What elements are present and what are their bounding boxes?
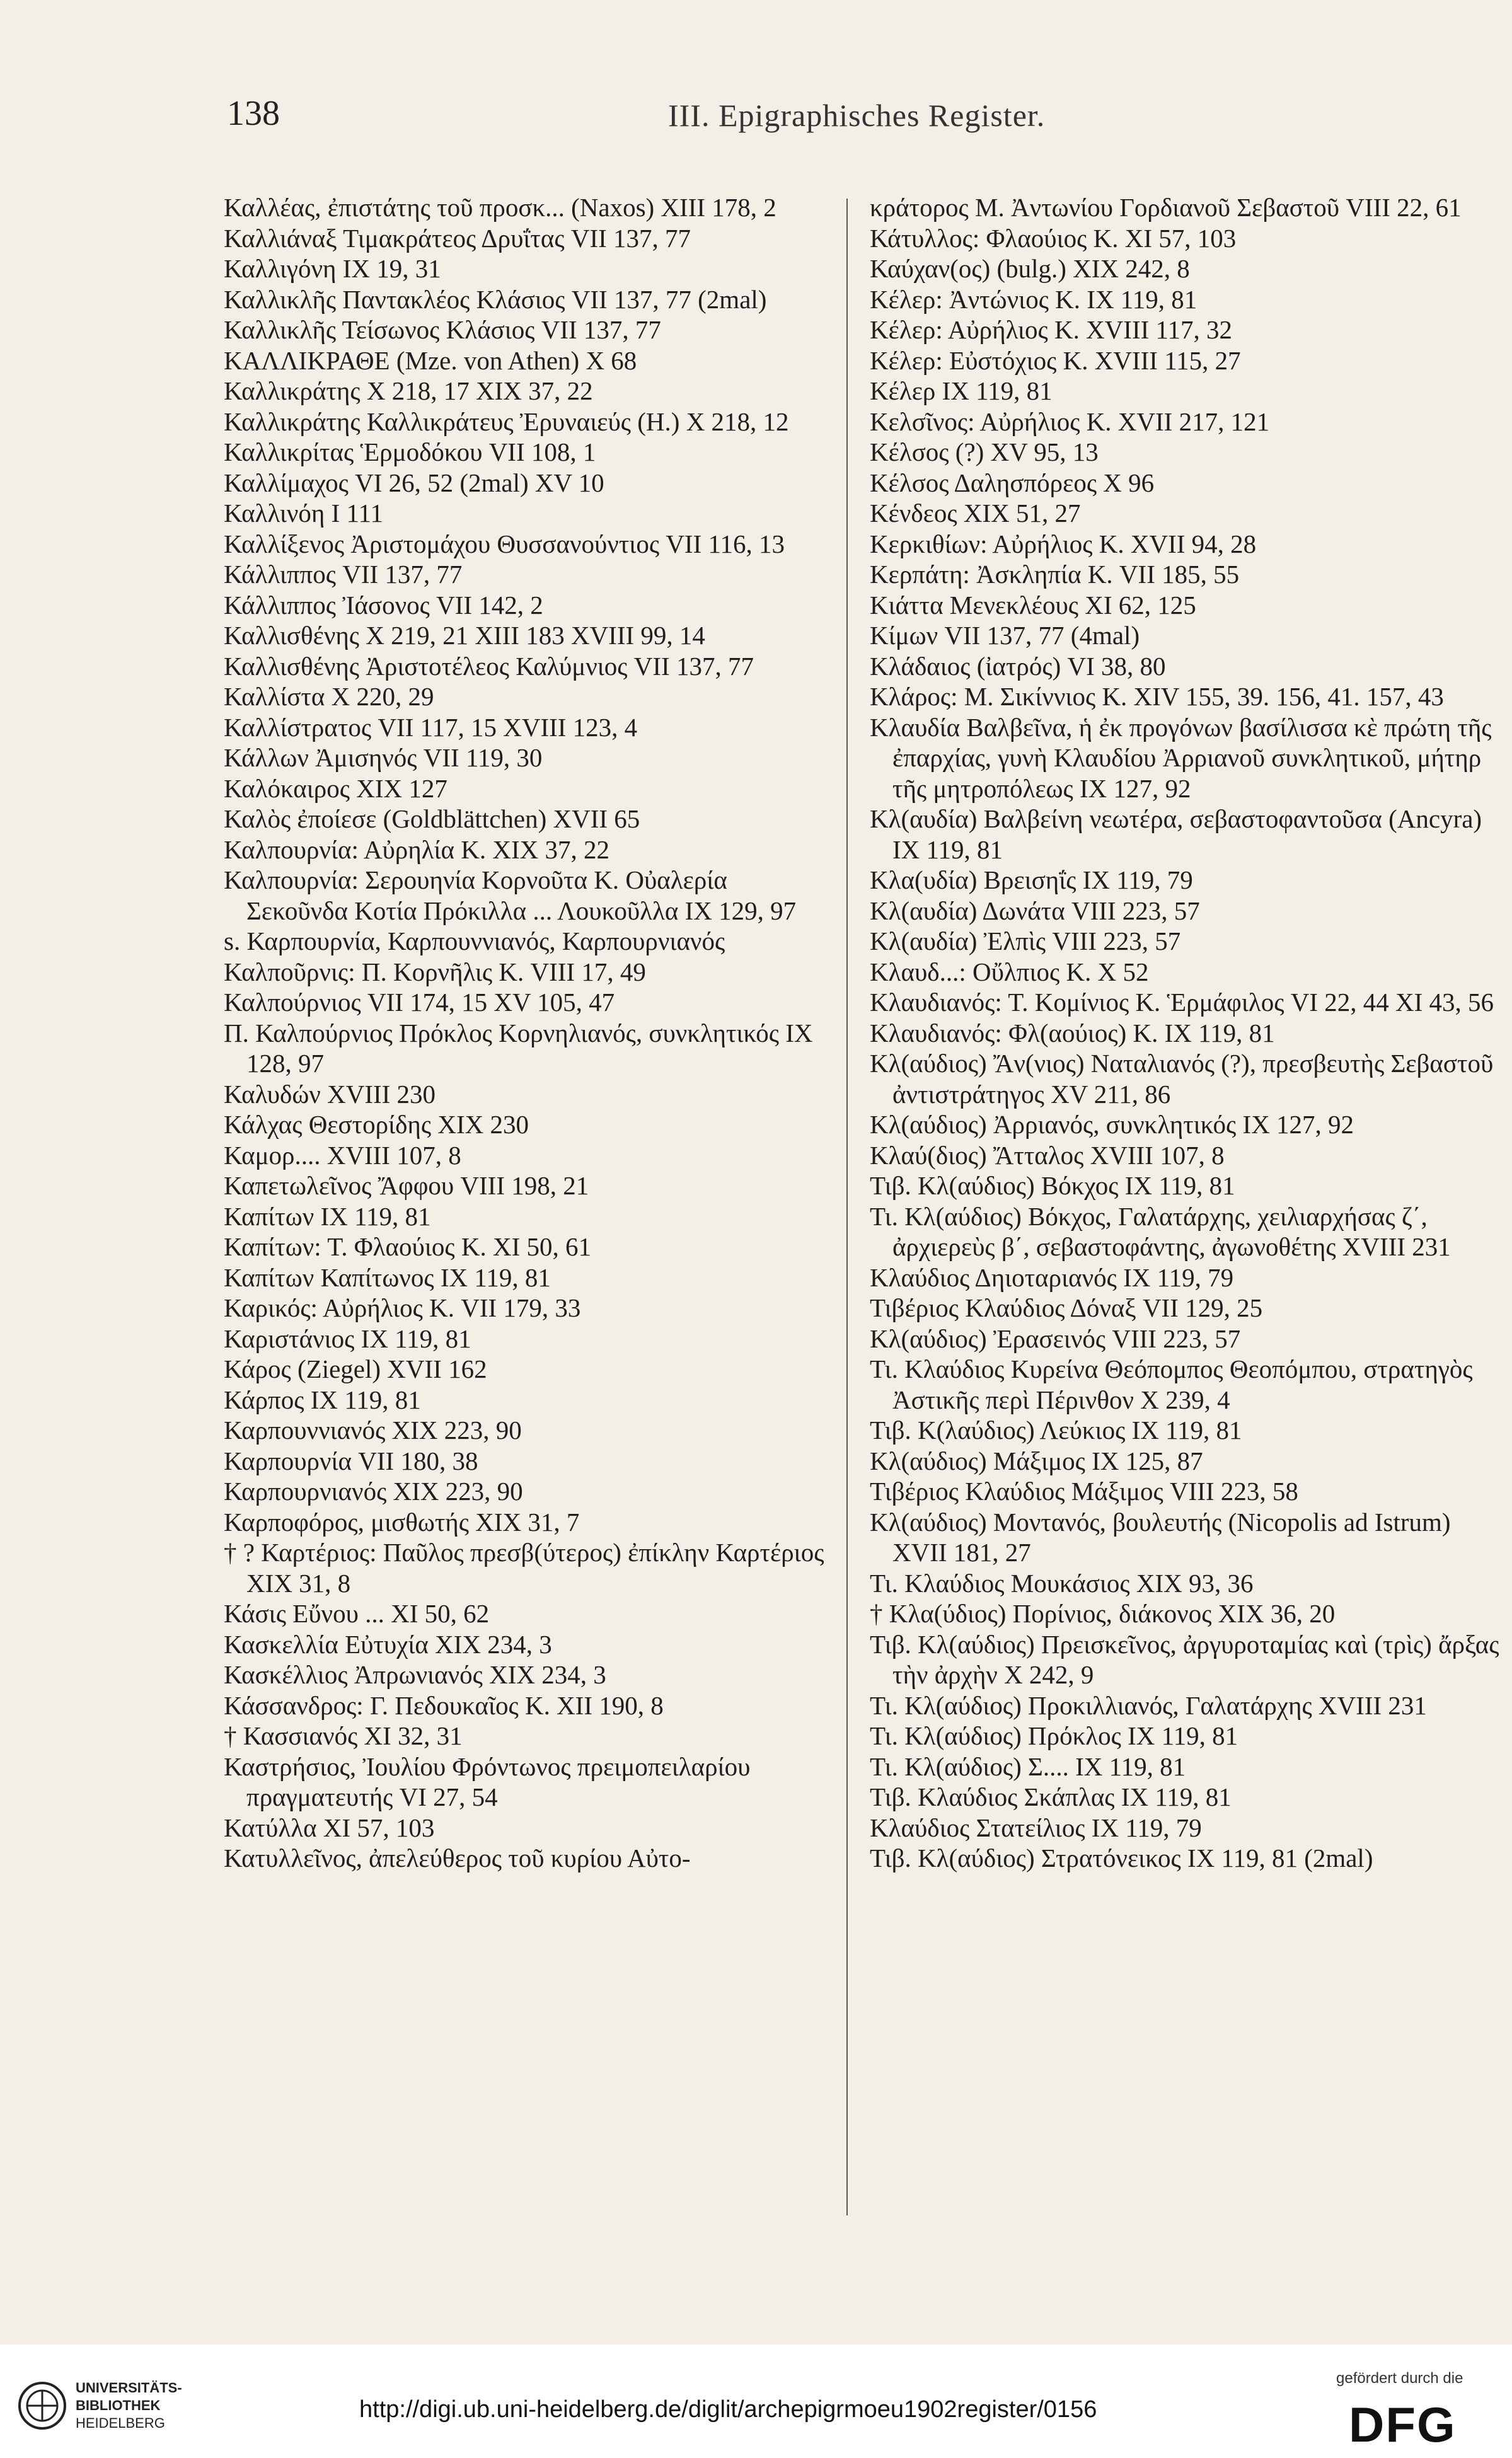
index-entry: Κάλχας Θεστορίδης XIX 230	[224, 1110, 529, 1139]
index-entry: Κελσῖνος: Αὐρήλιος Κ. XVII 217, 121	[870, 407, 1270, 436]
index-entry: Κλάρος: Μ. Σικίννιος Κ. XIV 155, 39. 156, 41. 157, 43	[870, 682, 1444, 711]
index-entry: Καλλέας, ἐπιστάτης τοῦ προσκ... (Naxos) XIII 178, 2	[224, 193, 776, 222]
header-title: III. Epigraphisches Register.	[668, 98, 1046, 133]
library-name	[76, 2379, 182, 2432]
index-entry: Κλ(αύδιος) Ἐρασεινός VIII 223, 57	[870, 1324, 1241, 1353]
index-entry: Καλλίστα X 220, 29	[224, 682, 434, 711]
index-entry: Κάλλιππος Ἰάσονος VII 142, 2	[224, 590, 543, 620]
index-entry: † Κλα(ύδιος) Πορίνιος, διάκονος XIX 36, 20	[870, 1599, 1336, 1628]
index-entry: Κλάδαιος (ἰατρός) VI 38, 80	[870, 651, 1166, 681]
index-entry: Κλαύδιος Δηιοταριανός IX 119, 79	[870, 1262, 1234, 1292]
index-entry: Κατύλλα XI 57, 103	[224, 1813, 435, 1842]
index-entry: Κλ(αυδία) Βαλβείνη νεωτέρα, σεβαστοφαντοῦσα (Ancyra) IX 119, 81	[870, 804, 1482, 864]
index-entry: Κερπάτη: Ἀσκληπία Κ. VII 185, 55	[870, 560, 1240, 589]
index-entry: Κάσσανδρος: Γ. Πεδουκαῖος Κ. XII 190, 8	[224, 1690, 664, 1720]
index-entry: Καλπουρνία: Σερουηνία Κορνοῦτα Κ. Οὐαλερία Σεκοῦνδα Κοτία Πρόκιλλα ... Λουκοῦλλα IX 129, 97	[224, 865, 797, 925]
index-entry: Καλλικράτης X 218, 17 XIX 37, 22	[224, 376, 593, 405]
index-entry: Κλ(αύδιος) Ἀρριανός, συνκλητικός IX 127, 92	[870, 1110, 1354, 1139]
index-entry: † ? Καρτέριος: Παῦλος πρεσβ(ύτερος) ἐπίκλην Καρτέριος XIX 31, 8	[224, 1538, 824, 1598]
index-entry: Κατυλλεῖνος, ἀπελεύθερος τοῦ κυρίου Αὐτο-	[224, 1843, 691, 1872]
index-entry: Καλλιγόνη IX 19, 31	[224, 254, 441, 283]
index-entry: Κασκέλλιος Ἀπρωνιανός XIX 234, 3	[224, 1660, 606, 1689]
permalink-url[interactable]: http://digi.ub.uni-heidelberg.de/diglit/archepigrmoeu1902register/0156	[359, 2396, 1097, 2423]
index-entry: Κάσις Εὔνου ... XI 50, 62	[224, 1599, 490, 1628]
index-entry: Κέλσος Δαλησπόρεος X 96	[870, 468, 1155, 497]
library-name-line: UNIVERSITÄTS-	[76, 2380, 182, 2396]
index-entry: Καλλιάναξ Τιμακράτεος Δρυΐτας VII 137, 77	[224, 223, 691, 253]
index-entry: Κέλερ: Εὐστόχιος Κ. XVIII 115, 27	[870, 345, 1241, 375]
index-entry: Κλ(αύδιος) Ἄν(νιος) Ναταλιανός (?), πρεσβευτὴς Σεβαστοῦ ἀντιστράτηγος XV 211, 86	[870, 1049, 1494, 1109]
index-entry: Κλ(αύδιος) Μάξιμος IX 125, 87	[870, 1446, 1203, 1475]
index-entry: Κέλσος (?) XV 95, 13	[870, 437, 1099, 466]
index-entry: Τι. Κλ(αύδιος) Πρόκλος IX 119, 81	[870, 1721, 1238, 1750]
index-entry: Κάρος (Ziegel) XVII 162	[224, 1354, 487, 1383]
index-entry: Καπίτων: Τ. Φλαούιος Κ. XI 50, 61	[224, 1232, 591, 1261]
index-entry: Κένδεος XIX 51, 27	[870, 499, 1081, 528]
index-entry: Κέλερ: Αὐρήλιος Κ. XVIII 117, 32	[870, 315, 1232, 344]
index-entry: Κασκελλία Εὐτυχία XIX 234, 3	[224, 1629, 552, 1659]
index-entry: Καλλικλῆς Παντακλέος Κλάσιος VII 137, 77 (2mal)	[224, 284, 767, 314]
index-entry: Κέλερ: Ἀντώνιος Κ. IX 119, 81	[870, 284, 1197, 314]
index-entry: Τιβ. Κλ(αύδιος) Βόκχος IX 119, 81	[870, 1171, 1235, 1200]
index-entry: Κλαύ(διος) Ἄτταλος XVIII 107, 8	[870, 1140, 1225, 1170]
index-entry: Καλυδών XVIII 230	[224, 1079, 436, 1109]
index-entry: Καύχαν(ος) (bulg.) XIX 242, 8	[870, 254, 1190, 283]
footer	[0, 2345, 1512, 2458]
index-entry: Καλλίξενος Ἀριστομάχου Θυσσανούντιος VII 116, 13	[224, 529, 785, 558]
index-entry: Καπίτων IX 119, 81	[224, 1201, 431, 1231]
index-entry: Καλλικρίτας Ἑρμοδόκου VII 108, 1	[224, 437, 596, 466]
index-entry: Καρικός: Αὐρήλιος Κ. VII 179, 33	[224, 1293, 581, 1322]
index-entry: Τιβέριος Κλαύδιος Δόναξ VII 129, 25	[870, 1293, 1263, 1322]
index-entry: Τι. Κλαύδιος Κυρείνα Θεόπομπος Θεοπόμπου, στρατηγὸς Ἀστικῆς περὶ Πέρινθον X 239, 4	[870, 1354, 1473, 1414]
index-entry: † Κασσιανός XI 32, 31	[224, 1721, 463, 1750]
university-seal-icon	[18, 2381, 67, 2430]
index-entry: Κλ(αύδιος) Μοντανός, βουλευτής (Nicopolis ad Istrum) XVII 181, 27	[870, 1507, 1451, 1567]
index-entry: Καλλισθένης Ἀριστοτέλεος Καλύμνιος VII 137, 77	[224, 651, 754, 681]
index-column-left	[224, 192, 835, 1874]
index-entry: Καριστάνιος IX 119, 81	[224, 1324, 471, 1353]
index-entry: Κλ(αυδία) Ἐλπὶς VIII 223, 57	[870, 926, 1181, 955]
library-name-line: BIBLIOTHEK	[76, 2397, 161, 2413]
index-entry: Καλλισθένης X 219, 21 XIII 183 XVIII 99, 14	[224, 621, 705, 650]
dfg-logo: DFG	[1349, 2397, 1457, 2452]
index-entry: Π. Καλπούρνιος Πρόκλος Κορνηλιανός, συνκλητικός IX 128, 97	[224, 1018, 813, 1078]
index-entry: Καλὸς ἐποίεσε (Goldblättchen) XVII 65	[224, 804, 640, 833]
page-number: 138	[227, 94, 280, 133]
index-entry: Κέλερ IX 119, 81	[870, 376, 1053, 405]
index-entry: Καρποφόρος, μισθωτής XIX 31, 7	[224, 1507, 580, 1537]
index-entry: Τι. Κλ(αύδιος) Προκιλλιανός, Γαλατάρχης XVIII 231	[870, 1690, 1427, 1720]
index-entry: Κλαυδιανός: Φλ(αούιος) Κ. IX 119, 81	[870, 1018, 1275, 1047]
index-entry: Κάλλιππος VII 137, 77	[224, 560, 463, 589]
index-entry: Κερκιθίων: Αὐρήλιος Κ. XVII 94, 28	[870, 529, 1257, 558]
index-entry: Καλπούρνιος VII 174, 15 XV 105, 47	[224, 988, 615, 1017]
index-entry: Κάρπος IX 119, 81	[224, 1385, 421, 1414]
column-divider	[846, 199, 848, 2215]
index-entry: ΚΑΛΛΙΚΡΑΘΕ (Mze. von Athen) X 68	[224, 345, 637, 375]
index-entry: Καλλινόη I 111	[224, 499, 383, 528]
index-entry: Καλλίμαχος VI 26, 52 (2mal) XV 10	[224, 468, 604, 497]
index-entry: Τι. Κλ(αύδιος) Σ.... IX 119, 81	[870, 1751, 1186, 1781]
index-entry: Κλ(αυδία) Δωνάτα VIII 223, 57	[870, 896, 1200, 925]
index-entry: Κλαύδιος Στατείλιος IX 119, 79	[870, 1813, 1202, 1842]
index-entry: Καλόκαιρος XIX 127	[224, 773, 447, 803]
index-entry: Κλαυδιανός: Τ. Κομίνιος Κ. Ἑρμάφιλος VI 22, 44 XI 43, 56	[870, 988, 1494, 1017]
index-entry: Καπετωλεῖνος Ἄφφου VIII 198, 21	[224, 1171, 589, 1200]
index-entry: Καλλικράτης Καλλικράτευς Ἐρυναιεύς (Η.) X 218, 12	[224, 407, 789, 436]
index-entry: Καλλικλῆς Τείσωνος Κλάσιος VII 137, 77	[224, 315, 661, 344]
index-entry: Καμορ.... XVIII 107, 8	[224, 1140, 461, 1170]
index-entry: Κιάττα Μενεκλέους XI 62, 125	[870, 590, 1196, 620]
index-entry: Τιβέριος Κλαύδιος Μάξιμος VIII 223, 58	[870, 1477, 1298, 1506]
index-entry: Καλλίστρατος VII 117, 15 XVIII 123, 4	[224, 712, 638, 742]
index-entry: Καλποῦρνις: Π. Κορνῆλις Κ. VIII 17, 49	[224, 957, 646, 986]
index-entry: Καλπουρνία: Αὐρηλία Κ. XIX 37, 22	[224, 834, 610, 864]
index-entry: Καρπουρνία VII 180, 38	[224, 1446, 478, 1475]
index-entry: Τιβ. Κ(λαύδιος) Λεύκιος IX 119, 81	[870, 1416, 1242, 1445]
index-entry: Κλα(υδία) Βρεισηΐς IX 119, 79	[870, 865, 1193, 894]
index-column-right	[870, 192, 1500, 1874]
index-entry: Καρπουρνιανός XIX 223, 90	[224, 1477, 523, 1506]
index-entry: Τι. Κλαύδιος Μουκάσιος XIX 93, 36	[870, 1568, 1254, 1598]
index-entry: Τιβ. Κλ(αύδιος) Στρατόνεικος IX 119, 81 (2mal)	[870, 1843, 1373, 1872]
index-entry: κράτορος Μ. Ἀντωνίου Γορδιανοῦ Σεβαστοῦ VIII 22, 61	[870, 193, 1462, 222]
funded-by-text: gefördert durch die	[1336, 2370, 1463, 2387]
index-entry: Κλαυδία Βαλβεῖνα, ἡ ἐκ προγόνων βασίλισσα κὲ πρώτη τῆς ἐπαρχίας, γυνὴ Κλαυδίου Ἀρριανοῦ συνκλητικοῦ, μήτηρ τῆς μητροπόλεως IX 127, 92	[870, 712, 1492, 803]
index-entry: Κάτυλλος: Φλαούιος Κ. XI 57, 103	[870, 223, 1237, 253]
index-entry: Καστρήσιος, Ἰουλίου Φρόντωνος πρειμοπειλαρίου πραγματευτής VI 27, 54	[224, 1751, 751, 1811]
index-entry: Τι. Κλ(αύδιος) Βόκχος, Γαλατάρχης, χειλιαρχήσας ζ΄, ἀρχιερεὺς β΄, σεβαστοφάντης, ἀγωνοθέτης XVIII 231	[870, 1201, 1451, 1261]
index-entry: Κάλλων Ἀμισηνός VII 119, 30	[224, 743, 543, 772]
index-entry: s. Καρπουρνία, Καρπουννιανός, Καρπουρνιανός	[224, 926, 725, 955]
index-entry: Κλαυδ...: Οὔλπιος Κ. X 52	[870, 957, 1149, 986]
index-entry: Κίμων VII 137, 77 (4mal)	[870, 621, 1140, 650]
index-entry: Καπίτων Καπίτωνος IX 119, 81	[224, 1262, 551, 1292]
index-entry: Καρπουννιανός XIX 223, 90	[224, 1416, 522, 1445]
running-head	[227, 93, 1298, 150]
library-name-line: HEIDELBERG	[76, 2415, 165, 2431]
index-entry: Τιβ. Κλαύδιος Σκάπλας IX 119, 81	[870, 1782, 1232, 1811]
index-entry: Τιβ. Κλ(αύδιος) Πρεισκεῖνος, ἀργυροταμίας καὶ (τρὶς) ἄρξας τὴν ἀρχὴν X 242, 9	[870, 1629, 1499, 1689]
